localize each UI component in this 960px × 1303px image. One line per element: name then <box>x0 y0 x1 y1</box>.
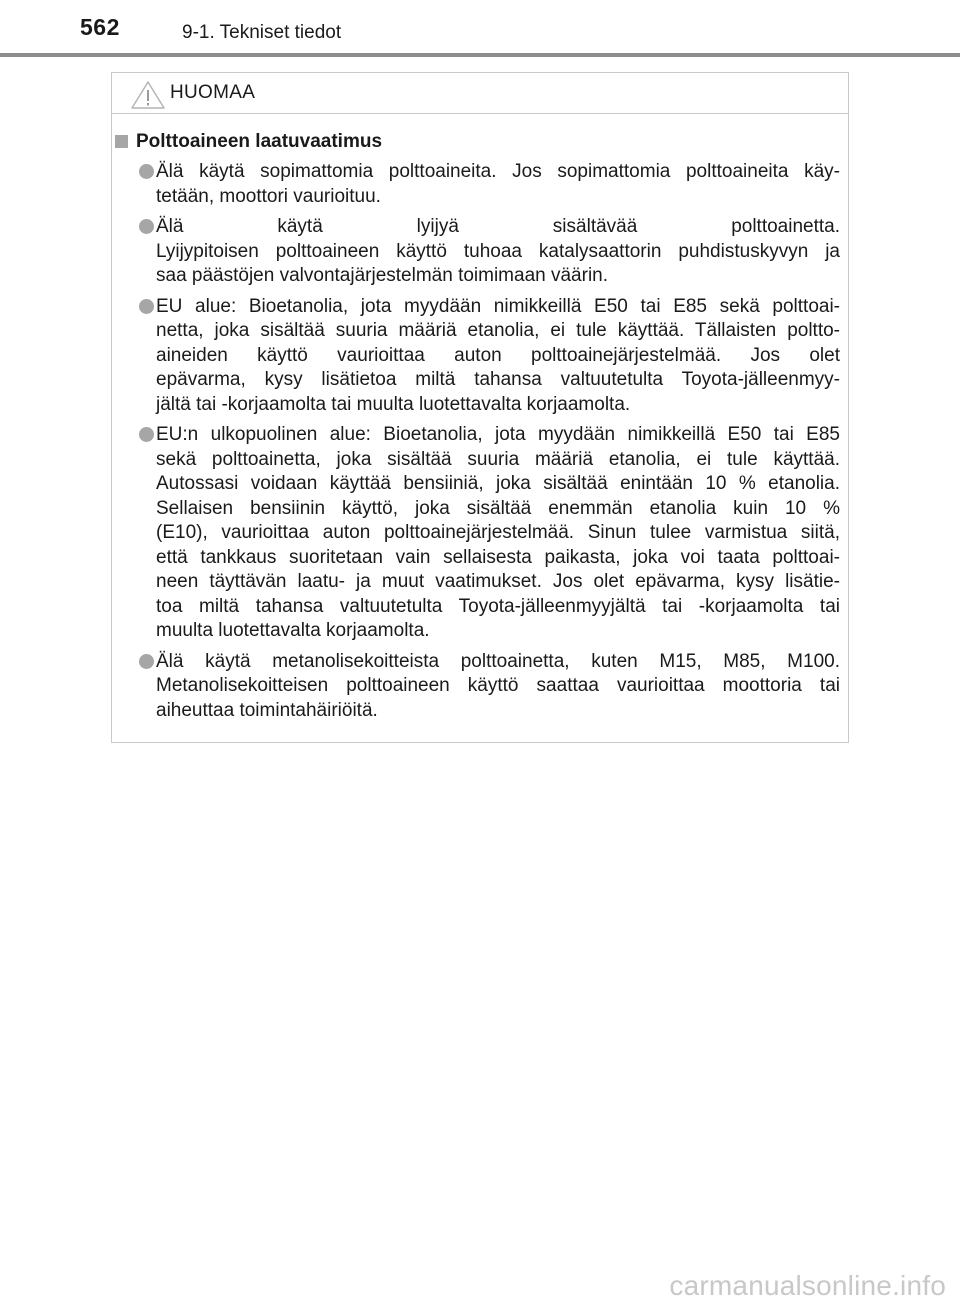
text-line: EU alue: Bioetanolia, jota myydään nimikkeillä E50 tai E85 sekä polttoai- <box>156 295 840 317</box>
text-line: Autossasi voidaan käyttää bensiiniä, joka sisältää enintään 10 % etanolia. <box>156 473 840 494</box>
text-line: EU:n ulkopuolinen alue: Bioetanolia, jota myydään nimikkeillä E50 tai E85 <box>156 424 840 445</box>
bullet-item <box>156 215 840 289</box>
notice-box <box>111 72 849 743</box>
text-line: jältä tai -korjaamolta tai muulta luotettavalta korjaamolta. <box>156 393 631 415</box>
text-line: tetään, moottori vaurioituu. <box>156 185 381 207</box>
text-line: sekä polttoainetta, joka sisältää suuria määriä etanolia, ei tule käyttää. <box>156 448 840 470</box>
text-line: aineiden käyttö vaurioittaa auton polttoainejärjestelmää. Jos olet <box>156 344 840 366</box>
text-line: toa miltä tahansa valtuutetulta Toyota-jälleenmyyjältä tai -korjaamolta tai <box>156 595 840 617</box>
text-line: Lyijypitoisen polttoaineen käyttö tuhoaa katalysaattorin puhdistuskyvyn ja <box>156 240 840 262</box>
round-bullet-icon <box>139 164 154 179</box>
page-number: 562 <box>80 14 120 40</box>
round-bullet-icon <box>139 654 154 669</box>
watermark: carmanualsonline.info <box>669 1270 946 1301</box>
text-line: Älä käytä lyijyä sisältävää polttoainetta. <box>156 216 840 237</box>
text-line: (E10), vaurioittaa auton polttoainejärjestelmää. Sinun tulee varmistua siitä, <box>156 522 840 543</box>
round-bullet-icon <box>139 299 154 314</box>
bullet-list <box>112 160 848 723</box>
text-line: saa päästöjen valvontajärjestelmän toimimaan väärin. <box>156 265 609 286</box>
bullet-item <box>156 650 840 724</box>
text-line: epävarma, kysy lisätietoa miltä tahansa valtuutetulta Toyota-jälleenmyy- <box>156 369 840 390</box>
round-bullet-icon <box>139 219 154 234</box>
section-title: 9-1. Tekniset tiedot <box>182 22 342 43</box>
subheading-text: Polttoaineen laatuvaatimus <box>136 131 383 152</box>
text-line: Älä käytä sopimattomia polttoaineita. Jos sopimattomia polttoaineita käy- <box>156 161 840 182</box>
text-line: Sellaisen bensiinin käyttö, joka sisältää enemmän etanolia kuin 10 % <box>156 497 840 519</box>
bullet-item <box>156 423 840 644</box>
text-line: netta, joka sisältää suuria määriä etanolia, ei tule käyttää. Tällaisten poltto- <box>156 320 840 341</box>
notice-title: HUOMAA <box>170 82 256 103</box>
round-bullet-icon <box>139 427 154 442</box>
page-header <box>0 0 960 56</box>
notice-header <box>112 73 848 114</box>
text-line: että tankkaus suoritetaan vain sellaisesta paikasta, joka voi taata polttoai- <box>156 546 840 568</box>
bullet-item <box>156 295 840 418</box>
text-line: neen täyttävän laatu- ja muut vaatimukset. Jos olet epävarma, kysy lisätie- <box>156 571 840 592</box>
text-line: Älä käytä metanolisekoitteista polttoainetta, kuten M15, M85, M100. <box>156 650 840 672</box>
square-bullet-icon <box>115 135 128 148</box>
header-rule <box>0 53 960 57</box>
text-line: muulta luotettavalta korjaamolta. <box>156 620 430 641</box>
text-line: aiheuttaa toimintahäiriöitä. <box>156 699 378 721</box>
subheading <box>112 129 848 155</box>
warning-triangle-icon <box>130 80 166 110</box>
text-line: Metanolisekoitteisen polttoaineen käyttö saattaa vaurioittaa moottoria tai <box>156 675 840 696</box>
bullet-item <box>156 160 840 209</box>
notice-body <box>112 129 848 723</box>
